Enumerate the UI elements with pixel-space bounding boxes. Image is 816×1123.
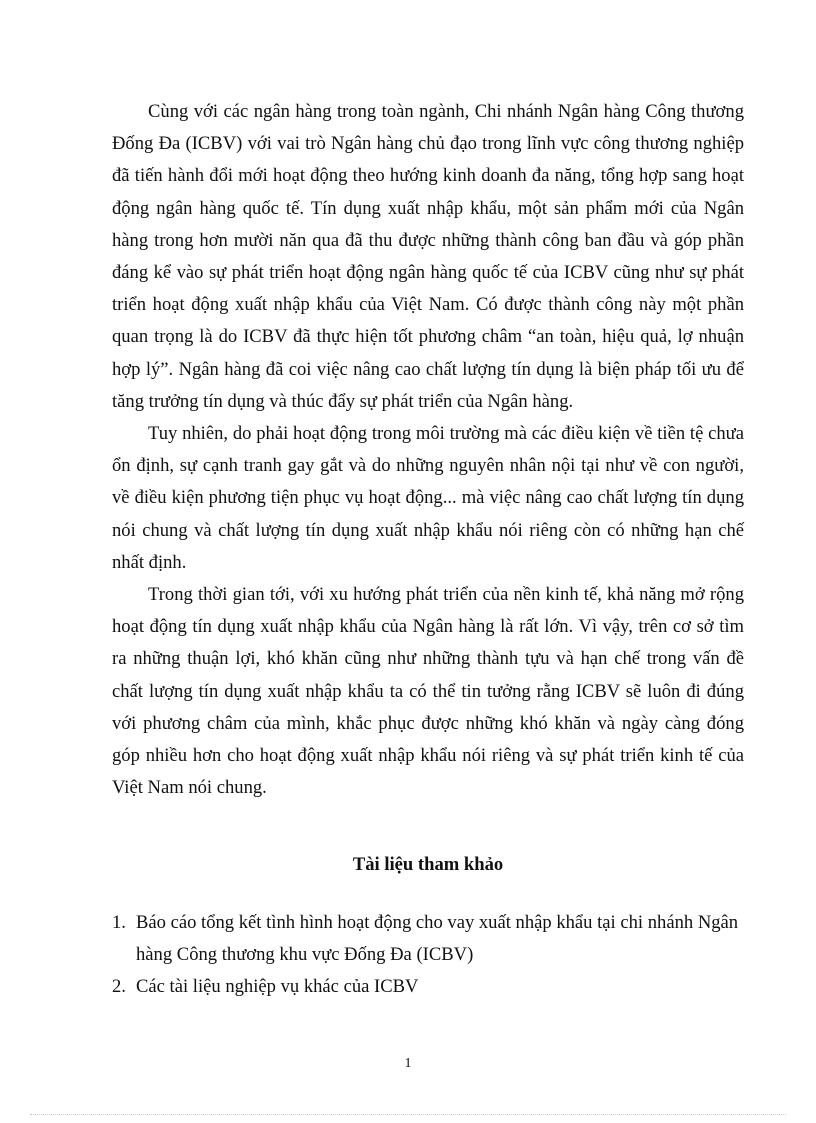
paragraph-conclusion-1: Cùng với các ngân hàng trong toàn ngành, Chi nhánh Ngân hàng Công thương Đống Đa (ICBV) với vai trò Ngân hàng chủ đạo trong lĩnh vực công thương nghiệp đã tiến hành đổi mới hoạt động theo hướng kinh doanh đa năng, tổng hợp sang hoạt động ngân hàng quốc tế. Tín dụng xuất nhập khẩu, một sản phẩm mới của Ngân hàng trong hơn mười năn qua đã thu được những thành công ban đầu và góp phần đáng kể vào sự phát triển hoạt động ngân hàng quốc tế của ICBV cũng như sự phát triển hoạt động xuất nhập khẩu của Việt Nam. Có được thành công này một phần quan trọng là do ICBV đã thực hiện tốt phương châm “an toàn, hiệu quả, lợ nhuận hợp lý”. Ngân hàng đã coi việc nâng cao chất lượng tín dụng là biện pháp tối ưu để tăng trưởng tín dụng và thúc đẩy sự phát triển của Ngân hàng.: [112, 101, 744, 412]
reference-number: 1.: [112, 912, 126, 933]
footer-divider: [30, 1114, 786, 1115]
references-list: [112, 907, 744, 1003]
reference-item: [112, 907, 744, 971]
paragraph-conclusion-3: Trong thời gian tới, với xu hướng phát triển của nền kinh tế, khả năng mở rộng hoạt động tín dụng xuất nhập khẩu của Ngân hàng là rất lớn. Vì vậy, trên cơ sở tìm ra những thuận lợi, khó khăn cũng như những thành tựu và hạn chế trong vấn đề chất lượng tín dụng xuất nhập khẩu ta có thể tin tưởng rằng ICBV sẽ luôn đi đúng với phương châm của mình, khắc phục được những khó khăn và ngày càng đóng góp nhiều hơn cho hoạt động xuất nhập khẩu nói riêng và sự phát triển kinh tế của Việt Nam nói chung.: [112, 584, 744, 799]
reference-item: [112, 971, 744, 1003]
reference-number: 2.: [112, 976, 126, 997]
references-heading: Tài liệu tham khảo: [352, 854, 504, 875]
reference-text: Báo cáo tổng kết tình hình hoạt động cho vay xuất nhập khẩu tại chi nhánh Ngân hàng Công thương khu vực Đống Đa (ICBV): [136, 912, 739, 965]
page-number: 1: [404, 1056, 412, 1071]
body-text: [112, 96, 744, 804]
paragraph-conclusion-2: Tuy nhiên, do phải hoạt động trong môi trường mà các điều kiện về tiền tệ chưa ổn định, sự cạnh tranh gay gắt và do những nguyên nhân nội tại như về con người, về điều kiện phương tiện phục vụ hoạt động... mà việc nâng cao chất lượng tín dụng nói chung và chất lượng tín dụng xuất nhập khẩu nói riêng còn có những hạn chế nhất định.: [112, 423, 744, 573]
reference-text: Các tài liệu nghiệp vụ khác của ICBV: [136, 976, 419, 997]
